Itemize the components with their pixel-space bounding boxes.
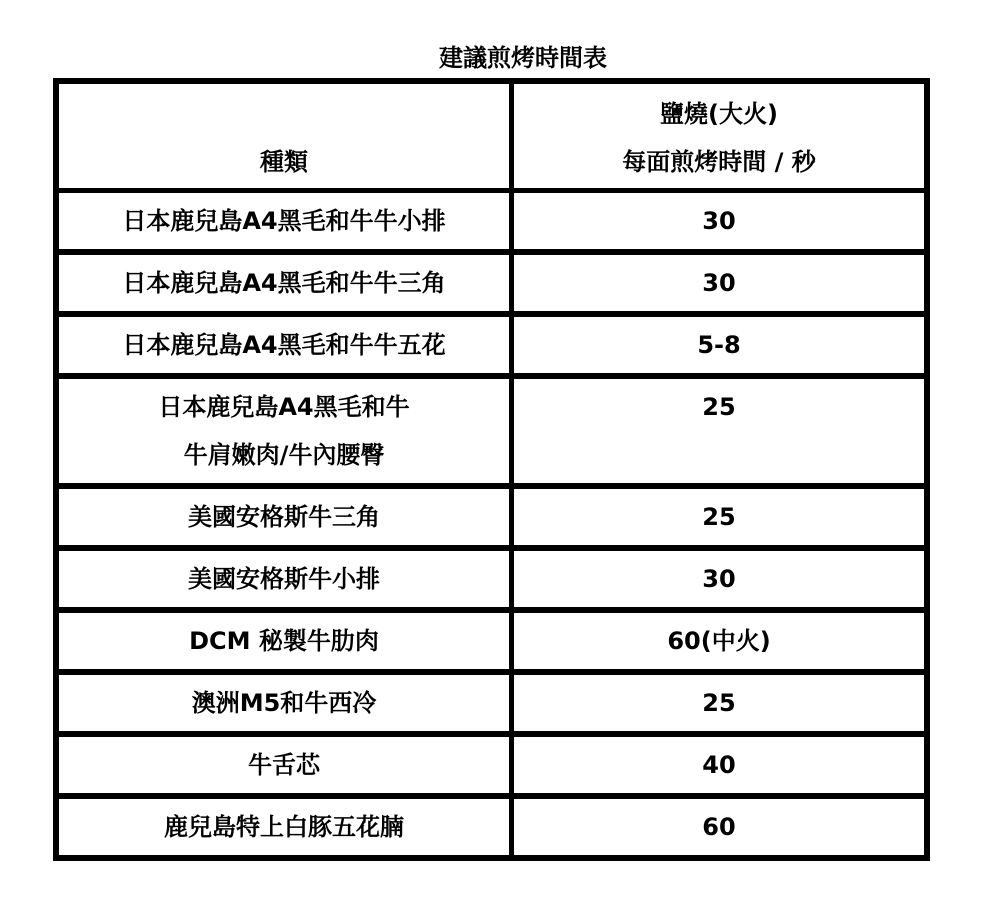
row-name: 日本鹿兒島A4黑毛和牛牛五花 (122, 331, 446, 359)
header-time-cell (514, 84, 924, 188)
row-name: 美國安格斯牛三角 (188, 503, 380, 531)
row-name-line2: 牛肩嫩肉/牛內腰臀 (183, 441, 385, 469)
table-row-time-cell (514, 799, 924, 855)
row-time: 25 (702, 393, 736, 421)
header-type-cell (59, 84, 509, 188)
table-row-time-cell (514, 193, 924, 249)
row-time: 5-8 (697, 331, 741, 359)
header-time-label: 每面煎烤時間 / 秒 (622, 148, 816, 176)
row-time: 60(中火) (667, 627, 771, 655)
table-row-name-cell (59, 317, 509, 373)
table-row-time-cell (514, 317, 924, 373)
row-name: 澳洲M5和牛西冷 (191, 689, 377, 717)
header-type-label: 種類 (260, 148, 308, 176)
cooking-time-table (53, 78, 930, 861)
table-row-name-cell (59, 379, 509, 483)
row-name-line1: 日本鹿兒島A4黑毛和牛 (158, 393, 410, 421)
row-name: 牛舌芯 (248, 751, 320, 779)
table-row-name-cell (59, 799, 509, 855)
row-time: 25 (702, 503, 736, 531)
page-title: 建議煎烤時間表 (439, 44, 607, 72)
header-method-label: 鹽燒(大火) (660, 100, 778, 128)
table-row-name-cell (59, 675, 509, 731)
row-time: 40 (702, 751, 736, 779)
row-name: 美國安格斯牛小排 (188, 565, 380, 593)
table-row-time-cell (514, 737, 924, 793)
table-row-name-cell (59, 613, 509, 669)
row-name: 鹿兒島特上白豚五花腩 (164, 813, 404, 841)
row-time: 30 (702, 269, 736, 297)
row-time: 60 (702, 813, 736, 841)
table-row-time-cell (514, 551, 924, 607)
row-name: DCM 秘製牛肋肉 (189, 627, 379, 655)
table-row-time-cell (514, 613, 924, 669)
table-row-name-cell (59, 737, 509, 793)
row-name: 日本鹿兒島A4黑毛和牛牛小排 (122, 207, 446, 235)
table-row-name-cell (59, 489, 509, 545)
table-row-time-cell (514, 675, 924, 731)
table-row-time-cell (514, 489, 924, 545)
table-row-time-cell (514, 255, 924, 311)
table-row-name-cell (59, 255, 509, 311)
row-time: 30 (702, 565, 736, 593)
table-row-name-cell (59, 193, 509, 249)
table-row-time-cell (514, 379, 924, 483)
row-time: 25 (702, 689, 736, 717)
row-name: 日本鹿兒島A4黑毛和牛牛三角 (122, 269, 446, 297)
table-row-name-cell (59, 551, 509, 607)
row-time: 30 (702, 207, 736, 235)
